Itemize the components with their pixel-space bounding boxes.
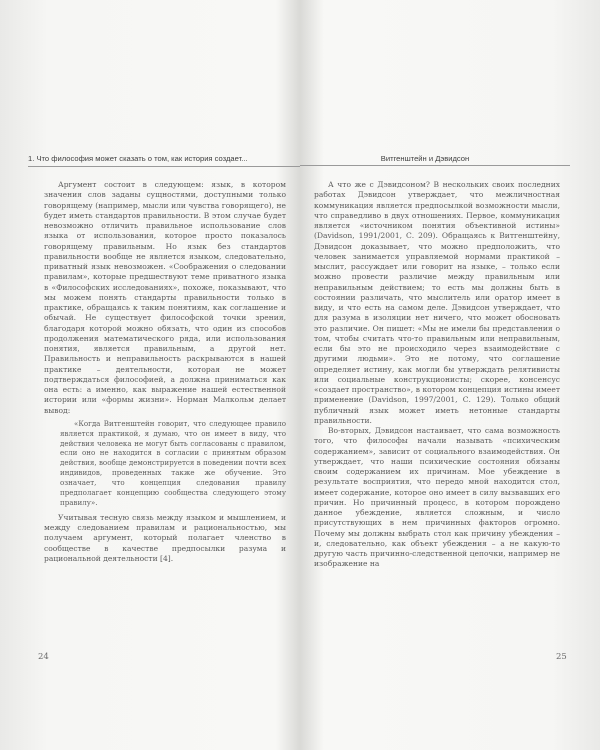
- page-number-right: 25: [556, 652, 567, 662]
- page-number-left: 24: [38, 652, 49, 662]
- running-head-right: Витгенштейн и Дэвидсон: [300, 152, 570, 166]
- left-page-text: [44, 180, 286, 564]
- right-page: [300, 0, 600, 750]
- body-paragraph: А что же с Дэвидсоном? В нескольких своих последних работах Дэвидсон утверждает, что межличностная коммуникация является предпосылкой возможности мысли, что справедливо в двух отношениях. Первое, коммуникация является «источником понятия объективной истины» (Davidson, 1991/2001, С. 209). Обращаясь к Витгенштейну, Дэвидсон доказывает, что можно предположить, что человек занимается управляемой нормами практикой – мыслит, рассуждает или говорит на языке, – только если можно провести различие между правильным или неправильным действием; то есть мы должны быть в состоянии различать, что мыслитель или оратор имеет в виду, и что есть на самом деле. Дэвидсон утверждает, что для разума в изоляции нет ничего, что может обосновать это различие. Он пишет: «Мы не имели бы представления о том, чтобы считать что-то правильным или неправильным, если бы это не происходило через взаимодействие с другими людьми». Это не потому, что соглашение определяет истину, как могли бы утверждать релятивисты или социальные конструкционисты; скорее, консенсус «создает пространство», в котором концепция истины имеет применение (Davidson, 1997/2001, С. 129). Только общий публичный язык может иметь нетонные стандарты правильности.: [314, 180, 560, 425]
- running-head-left: 1. Что философия может сказать о том, как история создает...: [28, 152, 300, 167]
- block-quote: «Когда Витгенштейн говорит, что следующее правило является практикой, я думаю, что он имеет в виду, что действия человека не могут быть согласованы с правилом, если оно не находится в согласии с принятым образом действия, вообще демонстрируется в поведении почти всех индивидов, проведенных также же обучение. Это означает, что концепция следования правилу предполагает концепцию сообщества следующего этому правилу».: [60, 418, 286, 507]
- body-paragraph: Во-вторых, Дэвидсон настаивает, что сама возможность того, что философы начали называть «психическим содержанием», зависит от социального взаимодействия. Он утверждает, что наши психические состояния обязаны своим содержанием их причинам. Мое убеждение в результате восприятия, что передо мной находится стол, имеет содержание, которое оно имеет в силу вызвавших его причин. Но причинный процесс, в котором порождено данное убеждение, является сложным, и число присутствующих в нем причинных факторов огромно. Почему мы должны выбрать стол как причину убеждения – и, следовательно, как объект убеждения – а не какую-то другую часть причинно-следственной цепочки, например не изображение на: [314, 426, 560, 569]
- right-page-text: [314, 180, 560, 570]
- body-paragraph: Учитывая тесную связь между языком и мышлением, и между следованием правилам и рациональностью, мы получаем аргумент, который полагает членство в сообществе в качестве предпосылки разума и рациональной деятельности [4].: [44, 512, 286, 563]
- body-paragraph: Аргумент состоит в следующем: язык, в котором значения слов заданы сущностями, доступными только говорящему (например, мысли или чувства говорящего), не будет иметь стандартов правильности. В этом случае будет невозможно отличить правильное использование слов языка от использования, которое просто показалось говорящему правильным. Но язык без стандартов правильности вообще не является языком, следовательно, приватный язык невозможен. «Соображения о следовании правилам», которые предшествуют теме приватного языка в «Философских исследованиях», похоже, показывают, что мы можем понять стандарты правильности только в практике, обращаясь к таким понятиям, как соглашение и обычай. Не существует философской точки зрения, благодаря которой можно обязать, что один из способов продолжения математического ряда, или использования понятия, является правильным, а другой нет. Правильность и неправильность раскрываются в нашей практике – деятельности, которая не может подтверждаться философией, а должна приниматься как она есть: а именно, как выражение нашей естественной истории или «формы жизни». Норман Малкольм делает вывод:: [44, 180, 286, 415]
